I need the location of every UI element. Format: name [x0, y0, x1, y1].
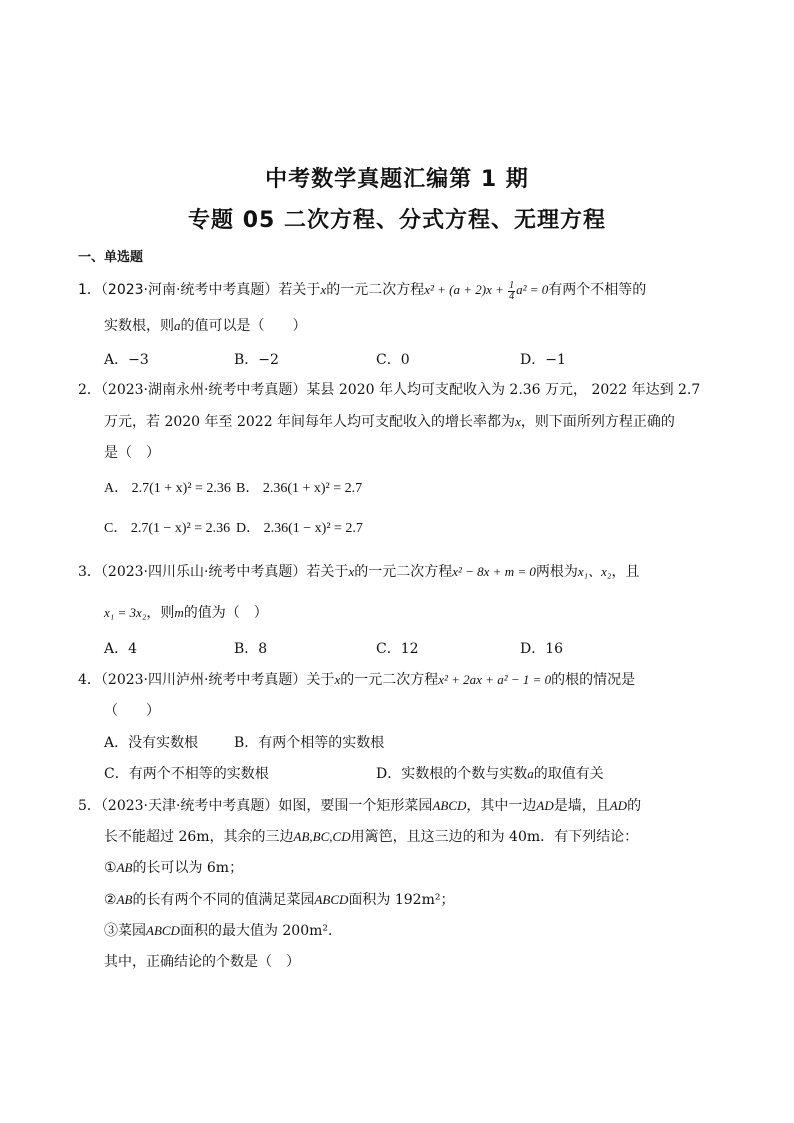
q2-line-1: 2．（2023·湖南永州·统考中考真题）某县 2020 年人均可支配收入为 2.36 万元， 2022 年达到 2.7: [78, 382, 701, 398]
q4-line-2: （ ）: [104, 703, 160, 719]
q3-option-a: A．4: [104, 641, 138, 657]
section-heading: 一、单选题: [78, 250, 144, 265]
q5-prompt: 其中，正确结论的个数是（ ）: [104, 954, 300, 970]
q5-conclusion-1: ①AB的长可以为 6m；: [104, 860, 244, 876]
q5-conclusion-3: ③菜园ABCD面积的最大值为 200m²．: [104, 923, 343, 939]
q2-line-3: 是（ ）: [104, 445, 160, 461]
q2-option-d: D． 2.36(1 − x)² = 2.7: [236, 521, 363, 536]
q2-option-b: B． 2.36(1 + x)² = 2.7: [236, 481, 363, 496]
q3-line-1: 3．（2023·四川乐山·统考中考真题）若关于x的一元二次方程x² − 8x + m = 0两根为x₁、x₂，且: [78, 564, 640, 580]
q1-equation: x² + (a + 2)x + $\frac{1}{4}$ a² = 0: [424, 279, 549, 302]
document-title: 中考数学真题汇编第 1 期: [265, 167, 529, 192]
q1-option-d: D．−1: [520, 352, 566, 368]
q1-option-c: C．0: [376, 352, 410, 368]
q1-option-b: B．−2: [234, 352, 279, 368]
q1-option-a: A．−3: [104, 352, 149, 368]
q3-line-2: x₁ = 3x₂，则m的值为（ ）: [104, 605, 268, 621]
q1-line-2: 实数根，则a的值可以是（ ）: [104, 318, 307, 334]
q4-line-1: 4．（2023·四川泸州·统考中考真题）关于x的一元二次方程x² + 2ax + a² − 1 = 0的根的情况是: [78, 672, 636, 688]
q2-option-c: C． 2.7(1 − x)² = 2.36: [104, 521, 231, 536]
q1-line-1: 1．（2023·河南·统考中考真题）若关于x的一元二次方程x² + (a + 2)x + $\frac{1}{4}$ a² = 0有两个不相等的: [78, 279, 647, 302]
q3-option-c: C．12: [376, 641, 419, 657]
document-subtitle: 专题 05 二次方程、分式方程、无理方程: [188, 208, 606, 233]
q4-option-b: B．有两个相等的实数根: [234, 735, 385, 751]
q3-option-d: D．16: [520, 641, 564, 657]
q4-option-d: D．实数根的个数与实数a的取值有关: [376, 766, 604, 782]
q4-option-c: C．有两个不相等的实数根: [104, 766, 269, 782]
q2-option-a: A． 2.7(1 + x)² = 2.36: [104, 481, 231, 496]
q5-line-1: 5．（2023·天津·统考中考真题）如图，要围一个矩形菜园ABCD，其中一边AD是墙，且AD的: [78, 798, 642, 814]
q2-line-2: 万元，若 2020 年至 2022 年间每年人均可支配收入的增长率都为x，则下面所列方程正确的: [104, 414, 675, 430]
q4-option-a: A．没有实数根: [104, 735, 199, 751]
q3-option-b: B．8: [234, 641, 268, 657]
q5-conclusion-2: ②AB的长有两个不同的值满足菜园ABCD面积为 192m²；: [104, 892, 455, 908]
q5-line-2: 长不能超过 26m，其余的三边AB,BC,CD用篱笆，且这三边的和为 40m．有下列结论：: [104, 829, 639, 845]
